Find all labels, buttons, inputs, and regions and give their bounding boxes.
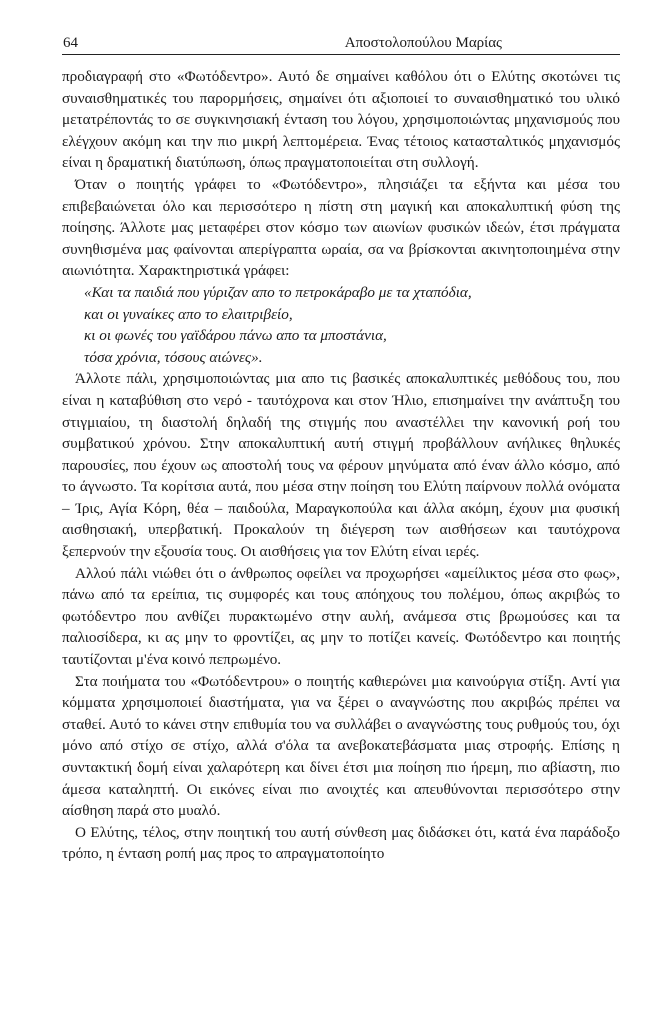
page-number: 64 — [63, 35, 78, 51]
poem-verse: και οι γυναίκες απο το ελαιτριβείο, — [84, 305, 293, 323]
header-rule — [62, 54, 620, 55]
poem-quote — [62, 282, 620, 368]
poem-verse: «Και τα παιδιά που γύριζαν απο το πετροκάραβο με τα χταπόδια, — [84, 283, 472, 301]
poem-verse: τόσα χρόνια, τόσους αιώνες». — [84, 348, 263, 366]
body-text — [62, 66, 620, 865]
page-header — [62, 30, 620, 52]
paragraph: Ο Ελύτης, τέλος, στην ποιητική του αυτή σύνθεση μας διδάσκει ότι, κατά ένα παράδοξο τρόπο, η ένταση ροπή μας προς το απραγματοποίητο — [62, 823, 620, 863]
paragraph: προδιαγραφή στο «Φωτόδεντρο». Αυτό δε σημαίνει καθόλου ότι ο Ελύτης σκοτώνει τις συναισθηματικές του παρορμήσεις, σημαίνει ότι αξιοποιεί το συναισθηματικό του υλικό μετατρέποντάς το σε συγκινησιακή ένταση του λόγου, χρησιμοποιώντας μηχανισμούς που ελέγχουν ακόμη και την πιο μικρή λεπτομέρεια. Ένας τέτοιος κατασταλτικός μηχανισμός είναι η δραματική διατύπωση, όπως πραγματοποιείται στη συλλογή. — [62, 68, 620, 172]
poem-verse: κι οι φωνές του γαϊδάρου πάνω απο τα μποστάνια, — [84, 327, 387, 345]
paragraph: Αλλού πάλι νιώθει ότι ο άνθρωπος οφείλει να προχωρήσει «αμείλικτος μέσα στο φως», πάνω από τα ερείπια, τις συμφορές και τους απόηχους του πολέμου, όπως ακριβώς το φωτόδεντρο που ανθίζει πυρακτωμένο στην αυλή, ανάμεσα στις βρωμούσες και τα παλιοσίδερα, κι ας μην το φροντίζει, ας μην το ποτίζει κανείς. Φωτόδεντρο και ποιητής ταυτίζονται μ'ένα κοινό πεπρωμένο. — [62, 564, 620, 669]
running-head: Αποστολοπούλου Μαρίας — [344, 35, 502, 51]
paragraph: Άλλοτε πάλι, χρησιμοποιώντας μια απο τις βασικές αποκαλυπτικές μεθόδους του, που είναι η καταβύθιση στο νερό - ταυτόχρονα και στον Ήλιο, επισημαίνει την ανάπτυξη του στιγμιαίου, τη διαστολή δηλαδή της στιγμής που αναστέλλει την κανονική ροή του συμβατικού χρόνου. Στην αποκαλυπτική αυτή στιγμή προβάλλουν ανήλικες θηλυκές παρουσίες, που έχουν ως αποστολή τους να φέρουν μηνύματα από έναν άλλο κόσμο, από το άγνωστο. Τα κορίτσια αυτά, που μέσα στην ποίηση του Ελύτη παίρνουν πολλά ονόματα – Ίρις, Αγία Κόρη, θέα – παιδούλα, Μαραγκοπούλα και άλλα ακόμη, έχουν μια φυσική αισθησιακή, υπερβατική. Προκαλούν τη διέγερση των αισθήσεων και ταυτόχρονα ξεπερνούν την εξουσία τους. Οι αισθήσεις για τον Ελύτη είναι ιερές. — [62, 370, 620, 561]
paragraph: Όταν ο ποιητής γράφει το «Φωτόδεντρο», πλησιάζει τα εξήντα και μέσα του επιβεβαιώνεται όλο και περισσότερο η πίστη στη μαγική και αποκαλυπτική φύση της ποίησης. Άλλοτε μας μεταφέρει στον κόσμο των αιωνίων φυσικών ιδεών, έτσι πράγματα συνηθισμένα μας φαίνονται απερίγραπτα ωραία, σα να βρίσκονται ακινητοποιημένα στην αιωνιότητα. Χαρακτηριστικά γράφει: — [62, 175, 620, 280]
paragraph: Στα ποιήματα του «Φωτόδεντρου» ο ποιητής καθιερώνει μια καινούργια στίξη. Αντί για κόμματα χρησιμοποιεί διαστήματα, για να ξέρει ο αναγνώστης που ακριβώς πρέπει να σταθεί. Αυτό το κάνει στην επιθυμία του να συλλάβει ο αναγνώστης τους ρυθμούς του, όχι μόνο από στίχο σε στίχο, αλλά σ'όλα τα ανεβοκατεβάσματα μιας στροφής. Επίσης η συντακτική δομή είναι χαλαρότερη και δίνει έτσι μια ποίηση πιο ήρεμη, πιο αβίαστη, πιο άμεσα καταληπτή. Οι εικόνες είναι πιο ανοιχτές και απευθύνονται περισσότερο στην αίσθηση παρά στο μυαλό. — [62, 672, 620, 820]
